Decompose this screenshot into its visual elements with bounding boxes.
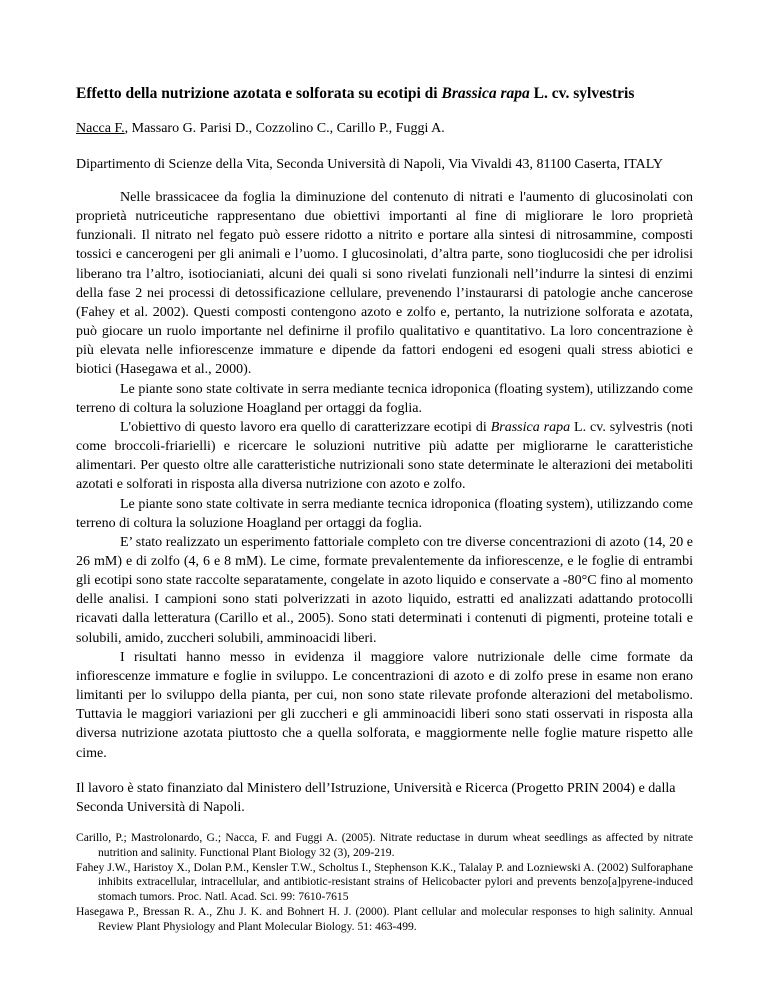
paragraph-1: Nelle brassicacee da foglia la diminuzione del contenuto di nitrati e l'aumento di glucosinolati con proprietà nutriceutiche rappresentano due obiettivi importanti al fine di migliorare le loro proprietà funzionali. Il nitrato nel fegato può essere ridotto a nitrito e portare alla sintesi di nitrosammine, composti tossici e cancerogeni per gli animali e l’uomo. I glucosinolati, d’altra parte, sono tioglucosidi che per idrolisi liberano tra l’altro, isotiocianiati, alcuni dei quali si sono rivelati funzionali nell’indurre la sintesi di enzimi della fase 2 nei processi di detossificazione cellulare, prevenendo l’instaurarsi di patologie anche cancerose (Fahey et al. 2002). Questi composti contengono azoto e zolfo e, pertanto, la nutrizione solforata e azotata, può giocare un ruolo importante nel definirne il profilo qualitativo e quantitativo. La loro concentrazione è più elevata nelle infiorescenze immature e dipende da fattori endogeni ed esogeni quali stress abiotici e biotici (Hasegawa et al., 2000). [76,190,693,378]
reference-list [76,831,693,935]
paragraph-3-end: L. cv. sylvestris (noti come broccoli-friarielli) e ricercare le soluzioni nutritive più adatte per migliorarne le caratteristiche alimentari. Per questo oltre alle caratteristiche nutrizionali sono state determinate le alterazioni dei metaboliti azotati e solforati in risposta alla diversa nutrizione con azoto e zolfo. [76,419,694,493]
co-authors: , Massaro G. Parisi D., Cozzolino C., Carillo P., Fuggi A. [124,121,445,136]
paragraph-2: Le piante sono state coltivate in serra mediante tecnica idroponica (floating system), utilizzando come terreno di coltura la soluzione Hoagland per ortaggi da foglia. [76,381,693,416]
paragraph-5: E’ stato realizzato un esperimento fattoriale completo con tre diverse concentrazioni di azoto (14, 20 e 26 mM) e di zolfo (4, 6 e 8 mM). Le cime, formate prevalentemente da infiorescenze, e le foglie di entrambi gli ecotipi sono state raccolte separatamente, congelate in azoto liquido e conservate a -80°C fino al momento delle analisi. I campioni sono stati polverizzati in azoto liquido, estratti ed analizzati adattando protocolli ricavati dalla letteratura (Carillo et al., 2005). Sono stati determinati i contenuti di pigmenti, proteine totali e solubili, amido, zuccheri solubili, amminoacidi liberi. [76,534,693,646]
reference-item: Hasegawa P., Bressan R. A., Zhu J. K. and Bohnert H. J. (2000). Plant cellular and molecular responses to high salinity. Annual Review Plant Physiology and Plant Molecular Biology. 51: 463-499. [76,905,693,934]
paragraph-3-species: Brassica rapa [490,419,571,435]
paragraph-4: Le piante sono state coltivate in serra mediante tecnica idroponica (floating system), utilizzando come terreno di coltura la soluzione Hoagland per ortaggi da foglia. [76,496,693,531]
reference-item: Carillo, P.; Mastrolonardo, G.; Nacca, F. and Fuggi A. (2005). Nitrate reductase in durum wheat seedlings as affected by nitrate nutrition and salinity. Functional Plant Biology 32 (3), 209-219. [76,830,693,859]
paper-title [76,84,693,104]
paragraph-3-start: L'obiettivo di questo lavoro era quello di caratterizzare ecotipi di [120,419,491,435]
paragraph-3 [76,418,693,495]
abstract-body [76,188,693,763]
presenting-author: Nacca F. [76,121,125,136]
document-page [76,84,693,935]
paragraph-6: I risultati hanno messo in evidenza il maggiore valore nutrizionale delle cime formate da infiorescenze immature e foglie in sviluppo. Le concentrazioni di azoto e di zolfo prese in esame non erano limitanti per lo sviluppo della pianta, per cui, non sono state rilevate profonde alterazioni del metabolismo. Tuttavia le maggiori variazioni per gli zuccheri e gli amminoacidi liberi sono stati osservati in risposta alla diversa nutrizione azotata piuttosto che a quella solforata, e maggiormente nelle foglie mature rispetto alle cime. [76,649,693,761]
title-part-2: L. cv. sylvestris [529,85,635,102]
title-part-1: Effetto della nutrizione azotata e solforata su ecotipi di [76,85,442,102]
affiliation: Dipartimento di Scienze della Vita, Seconda Università di Napoli, Via Vivaldi 43, 81100 Caserta, ITALY [76,157,663,172]
title-species: Brassica rapa [441,85,530,102]
author-list [76,120,693,138]
reference-item: Fahey J.W., Haristoy X., Dolan P.M., Kensler T.W., Scholtus I., Stephenson K.K., Talalay P. and Lozniewski A. (2002) Sulforaphane inhibits extracellular, intracellular, and antibiotic-resistant strains of Helicobacter pylori and prevents benzo[a]pyrene-induced stomach tumors. Proc. Natl. Acad. Sci. 99: 7610-7615 [76,860,693,904]
funding-statement: Il lavoro è stato finanziato dal Ministero dell’Istruzione, Università e Ricerca (Progetto PRIN 2004) e dalla Seconda Università di Napoli. [76,780,676,815]
